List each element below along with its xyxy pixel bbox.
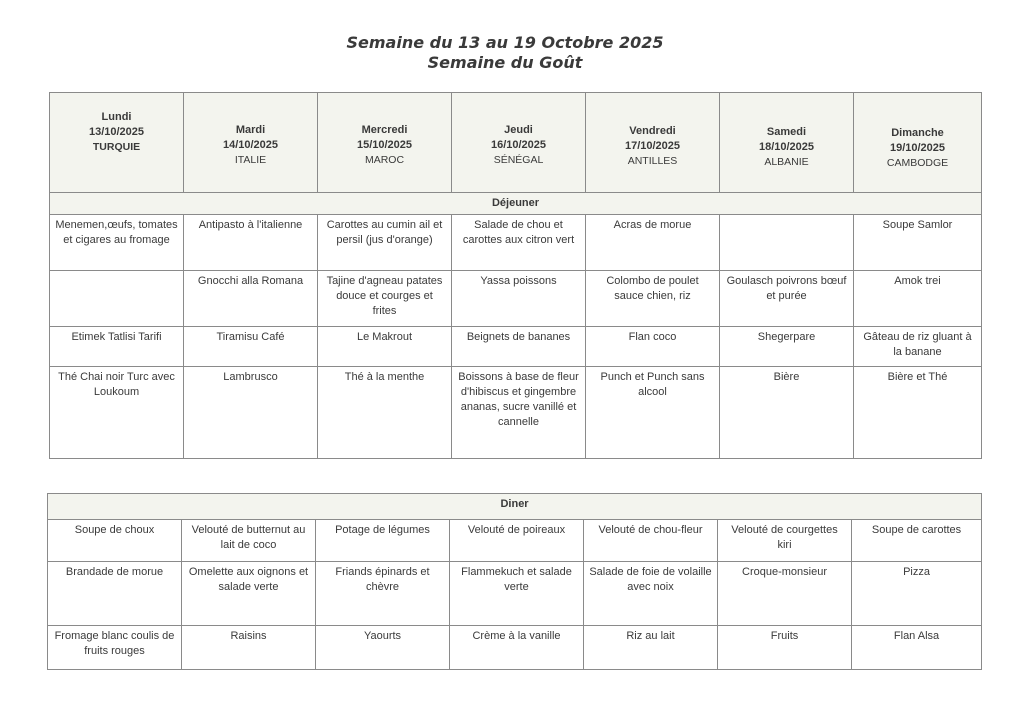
meal-cell: Shegerpare [720, 327, 854, 367]
day-header [720, 93, 854, 193]
meal-cell: Salade de foie de volaille avec noix [584, 562, 718, 626]
page-header [0, 33, 1010, 73]
day-date: 16/10/2025 [490, 139, 547, 151]
day-country: ALBANIE [764, 156, 809, 168]
meal-cell: Etimek Tatlisi Tarifi [50, 327, 184, 367]
day-date: 15/10/2025 [356, 139, 413, 151]
meal-cell: Colombo de poulet sauce chien, riz [586, 271, 720, 327]
day-header [452, 93, 586, 193]
meal-cell: Friands épinards et chèvre [316, 562, 450, 626]
meal-cell: Raisins [182, 626, 316, 670]
week-subtitle: Semaine du Goût [427, 53, 583, 72]
day-date: 19/10/2025 [889, 142, 946, 154]
meal-cell: Crème à la vanille [450, 626, 584, 670]
day-name: Jeudi [504, 124, 533, 136]
meal-cell: Thé Chai noir Turc avec Loukoum [50, 367, 184, 459]
section-row-dejeuner [50, 193, 982, 215]
meal-cell: Flan Alsa [852, 626, 982, 670]
meal-cell: Bière [720, 367, 854, 459]
day-country: ITALIE [234, 154, 267, 166]
meal-cell: Flan coco [586, 327, 720, 367]
meal-cell: Flammekuch et salade verte [450, 562, 584, 626]
meal-cell: Croque-monsieur [718, 562, 852, 626]
meal-cell [720, 215, 854, 271]
day-name: Dimanche [891, 127, 944, 139]
meal-cell: Bière et Thé [854, 367, 982, 459]
day-name: Mardi [235, 124, 266, 136]
meal-cell: Lambrusco [184, 367, 318, 459]
meal-cell: Soupe Samlor [854, 215, 982, 271]
day-header [184, 93, 318, 193]
dinner-menu-table [47, 493, 982, 670]
table-row [50, 327, 982, 367]
day-country: SÉNÉGAL [493, 154, 544, 166]
section-row-diner [48, 494, 982, 520]
meal-cell: Punch et Punch sans alcool [586, 367, 720, 459]
meal-cell: Salade de chou et carottes aux citron vert [452, 215, 586, 271]
meal-cell: Pizza [852, 562, 982, 626]
day-country: TURQUIE [92, 141, 141, 153]
meal-cell: Fromage blanc coulis de fruits rouges [48, 626, 182, 670]
day-date: 14/10/2025 [222, 139, 279, 151]
meal-cell: Velouté de chou-fleur [584, 520, 718, 562]
day-name: Vendredi [629, 125, 676, 137]
day-country: CAMBODGE [886, 157, 949, 169]
meal-cell: Yassa poissons [452, 271, 586, 327]
day-country: ANTILLES [627, 155, 678, 167]
meal-cell: Velouté de butternut au lait de coco [182, 520, 316, 562]
day-header [50, 93, 184, 193]
day-header [318, 93, 452, 193]
meal-cell: Potage de légumes [316, 520, 450, 562]
meal-cell: Beignets de bananes [452, 327, 586, 367]
meal-cell: Goulasch poivrons bœuf et purée [720, 271, 854, 327]
meal-cell: Soupe de carottes [852, 520, 982, 562]
meal-cell: Soupe de choux [48, 520, 182, 562]
day-header [854, 93, 982, 193]
meal-cell: Gnocchi alla Romana [184, 271, 318, 327]
meal-cell: Menemen,œufs, tomates et cigares au fromage [50, 215, 184, 271]
meal-cell: Tajine d'agneau patates douce et courges et frites [318, 271, 452, 327]
meal-cell: Brandade de morue [48, 562, 182, 626]
day-name: Mercredi [361, 124, 408, 136]
meal-cell: Yaourts [316, 626, 450, 670]
lunch-menu-table [49, 92, 982, 459]
meal-cell: Tiramisu Café [184, 327, 318, 367]
table-row [50, 367, 982, 459]
meal-cell: Velouté de poireaux [450, 520, 584, 562]
day-name: Samedi [766, 126, 807, 138]
day-header [586, 93, 720, 193]
week-title: Semaine du 13 au 19 Octobre 2025 [346, 33, 664, 52]
meal-cell: Velouté de courgettes kiri [718, 520, 852, 562]
day-name: Lundi [101, 111, 132, 123]
meal-cell: Riz au lait [584, 626, 718, 670]
meal-cell [50, 271, 184, 327]
meal-cell: Acras de morue [586, 215, 720, 271]
table-row [48, 520, 982, 562]
day-country: MAROC [364, 154, 405, 166]
day-date: 17/10/2025 [624, 140, 681, 152]
meal-cell: Antipasto à l'italienne [184, 215, 318, 271]
meal-cell: Omelette aux oignons et salade verte [182, 562, 316, 626]
day-date: 13/10/2025 [88, 126, 145, 138]
table-row [50, 215, 982, 271]
meal-cell: Gâteau de riz gluant à la banane [854, 327, 982, 367]
section-label: Déjeuner [50, 193, 982, 215]
table-row [48, 562, 982, 626]
table-row [50, 271, 982, 327]
meal-cell: Boissons à base de fleur d'hibiscus et gingembre ananas, sucre vanillé et cannelle [452, 367, 586, 459]
day-header-row [50, 93, 982, 193]
section-label: Diner [48, 494, 982, 520]
meal-cell: Carottes au cumin ail et persil (jus d'orange) [318, 215, 452, 271]
table-row [48, 626, 982, 670]
day-date: 18/10/2025 [758, 141, 815, 153]
meal-cell: Thé à la menthe [318, 367, 452, 459]
meal-cell: Fruits [718, 626, 852, 670]
meal-cell: Le Makrout [318, 327, 452, 367]
meal-cell: Amok trei [854, 271, 982, 327]
